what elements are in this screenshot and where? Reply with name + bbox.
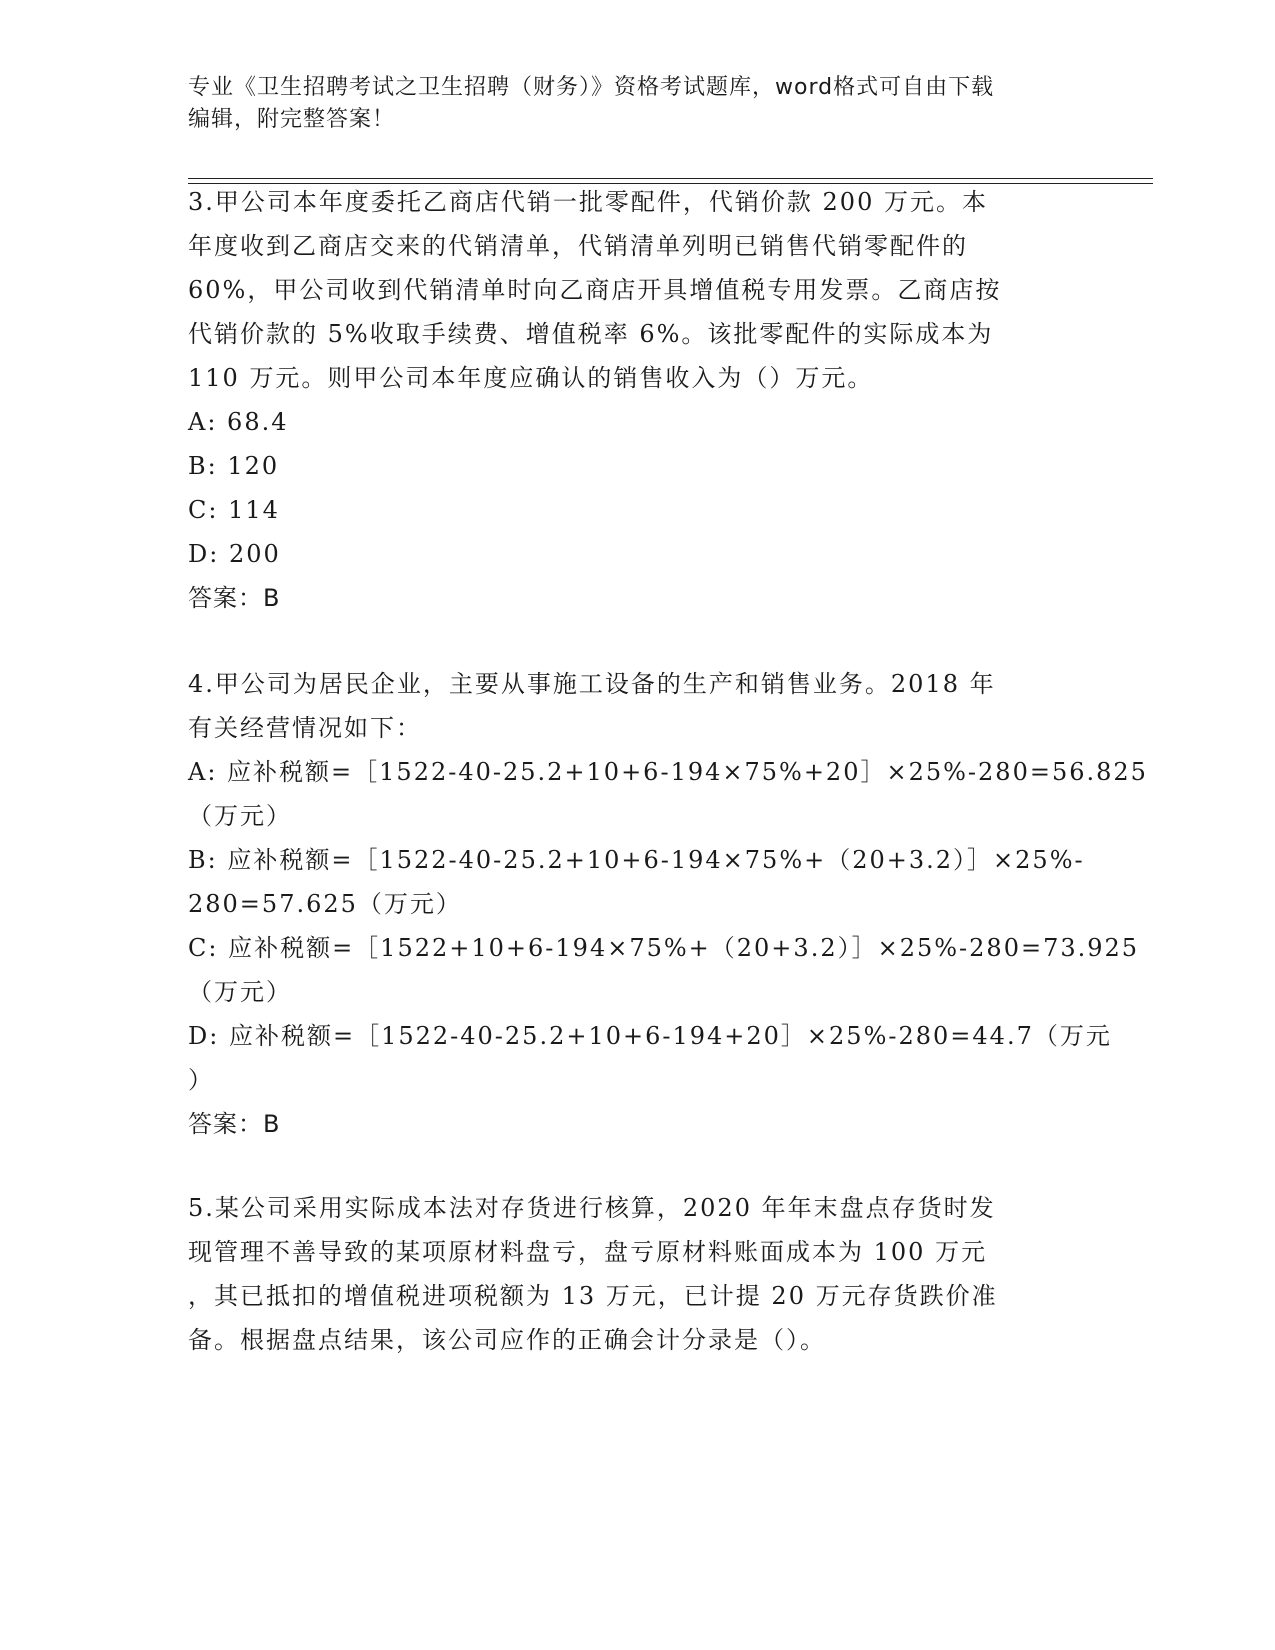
- q4-stem-line-2: 有关经营情况如下：: [188, 714, 422, 742]
- q4-option-b-line-2: 280=57.625（万元）: [188, 890, 462, 918]
- q5-stem-line-2: 现管理不善导致的某项原材料盘亏，盘亏原材料账面成本为 100 万元: [188, 1238, 988, 1266]
- q3-option-a: A: 68.4: [188, 408, 289, 436]
- q4-option-c-line-2: （万元）: [188, 978, 292, 1006]
- q3-answer: 答案：B: [188, 584, 281, 612]
- header-divider-top: [188, 178, 1153, 179]
- q3-option-d: D: 200: [188, 540, 281, 568]
- q4-option-a-line-1: A: 应补税额=［1522-40-25.2+10+6-194×75%+20］×25%-280=56.825: [188, 758, 1148, 786]
- q4-answer: 答案：B: [188, 1110, 281, 1138]
- q5-stem-line-3: ，其已抵扣的增值税进项税额为 13 万元，已计提 20 万元存货跌价准: [188, 1282, 998, 1310]
- header-divider-bottom: [188, 183, 1153, 184]
- q3-stem-line-4: 代销价款的 5%收取手续费、增值税率 6%。该批零配件的实际成本为: [188, 320, 994, 348]
- q3-stem-line-1: 3.甲公司本年度委托乙商店代销一批零配件，代销价款 200 万元。本: [188, 188, 988, 216]
- q4-option-d-line-2: ）: [188, 1066, 214, 1094]
- q3-stem-line-3: 60%，甲公司收到代销清单时向乙商店开具增值税专用发票。乙商店按: [188, 276, 1002, 304]
- document-header: [188, 72, 1088, 136]
- q4-option-a-line-2: （万元）: [188, 802, 292, 830]
- q3-option-b: B: 120: [188, 452, 280, 480]
- q4-option-d-line-1: D: 应补税额=［1522-40-25.2+10+6-194+20］×25%-280=44.7（万元: [188, 1022, 1112, 1050]
- q3-stem-line-2: 年度收到乙商店交来的代销清单，代销清单列明已销售代销零配件的: [188, 232, 968, 260]
- q4-stem-line-1: 4.甲公司为居民企业，主要从事施工设备的生产和销售业务。2018 年: [188, 670, 996, 698]
- q3-option-c: C: 114: [188, 496, 280, 524]
- q5-stem-line-4: 备。根据盘点结果，该公司应作的正确会计分录是（）。: [188, 1326, 826, 1354]
- q5-stem-line-1: 5.某公司采用实际成本法对存货进行核算，2020 年年末盘点存货时发: [188, 1194, 996, 1222]
- q4-option-c-line-1: C: 应补税额=［1522+10+6-194×75%+（20+3.2）］×25%-280=73.925: [188, 934, 1140, 962]
- header-line-1: 专业《卫生招聘考试之卫生招聘（财务）》资格考试题库，word格式可自由下载: [188, 75, 995, 100]
- q3-stem-line-5: 110 万元。则甲公司本年度应确认的销售收入为（）万元。: [188, 364, 874, 392]
- header-line-2: 编辑，附完整答案！: [188, 107, 396, 132]
- q4-option-b-line-1: B: 应补税额=［1522-40-25.2+10+6-194×75%+（20+3.2）］×25%-: [188, 846, 1085, 874]
